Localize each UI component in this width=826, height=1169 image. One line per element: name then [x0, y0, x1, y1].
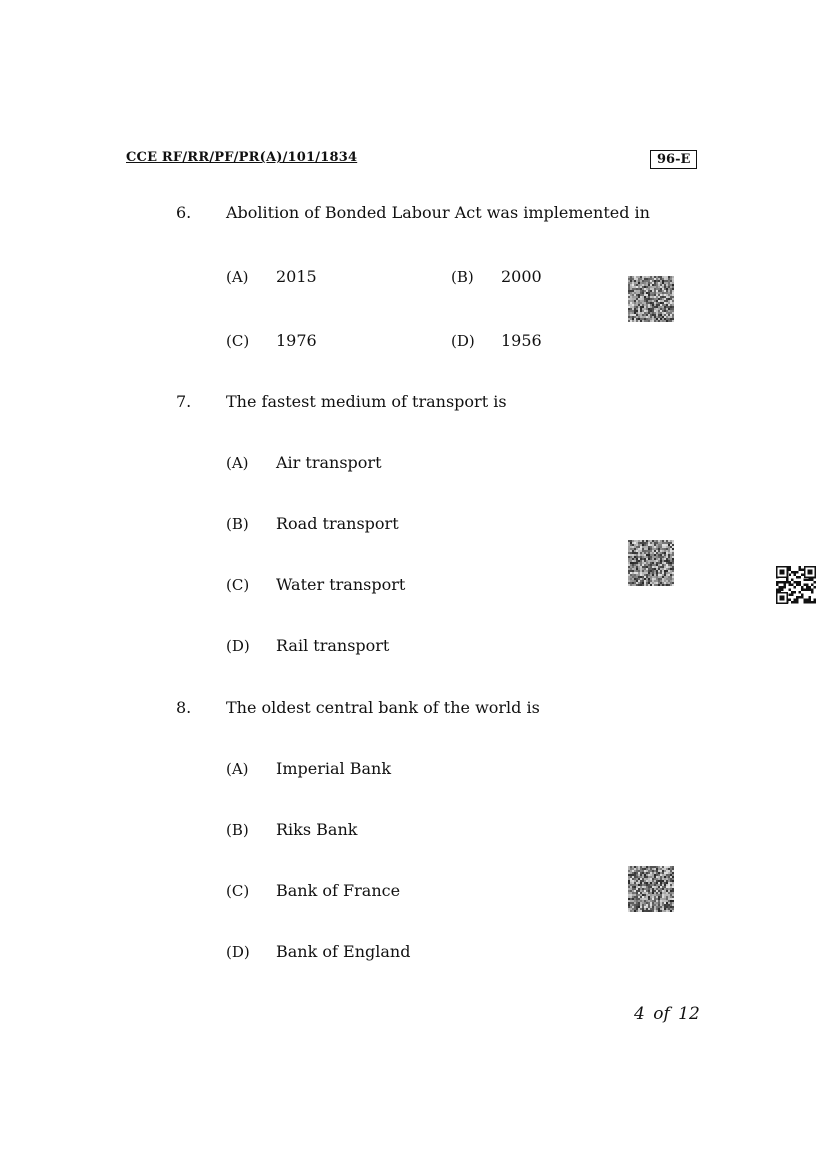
question-6-option-a-letter: (A)	[226, 268, 249, 286]
question-7-option-b-letter: (B)	[226, 515, 249, 533]
question-6-text: Abolition of Bonded Labour Act was implemented in	[226, 203, 650, 222]
question-8-option-d-text: Bank of England	[276, 942, 411, 961]
question-6-option-d-text: 1956	[501, 331, 542, 350]
question-7-option-a-text: Air transport	[276, 453, 382, 472]
qr-code-icon	[628, 276, 675, 323]
question-8-text: The oldest central bank of the world is	[226, 698, 540, 717]
question-6-option-d-letter: (D)	[451, 332, 475, 350]
question-6-option-b-letter: (B)	[451, 268, 474, 286]
question-6-option-a-text: 2015	[276, 267, 317, 286]
question-6-number: 6.	[176, 203, 192, 222]
qr-code-icon	[628, 866, 675, 913]
question-7-option-b-text: Road transport	[276, 514, 399, 533]
qr-code-icon	[776, 566, 816, 604]
question-8-option-c-letter: (C)	[226, 882, 250, 900]
question-7-option-c-text: Water transport	[276, 575, 406, 594]
question-7-option-a-letter: (A)	[226, 454, 249, 472]
question-7-option-d-letter: (D)	[226, 637, 250, 655]
page-number: 4 of 12	[634, 1004, 700, 1024]
question-8-option-c-text: Bank of France	[276, 881, 401, 900]
question-8-option-b-text: Riks Bank	[276, 820, 358, 839]
question-8-option-d-letter: (D)	[226, 943, 250, 961]
question-7-number: 7.	[176, 392, 192, 411]
question-8-option-a-letter: (A)	[226, 760, 249, 778]
question-7-option-c-letter: (C)	[226, 576, 250, 594]
question-7-option-d-text: Rail transport	[276, 636, 390, 655]
question-6-option-c-text: 1976	[276, 331, 317, 350]
question-6-option-c-letter: (C)	[226, 332, 250, 350]
question-8-number: 8.	[176, 698, 192, 717]
question-8-option-a-text: Imperial Bank	[276, 759, 392, 778]
paper-code: CCE RF/RR/PF/PR(A)/101/1834	[126, 150, 358, 165]
version-badge: 96-E	[650, 150, 697, 169]
qr-code-icon	[628, 540, 675, 587]
question-8-option-b-letter: (B)	[226, 821, 249, 839]
question-7-text: The fastest medium of transport is	[226, 392, 507, 411]
question-6-option-b-text: 2000	[501, 267, 542, 286]
